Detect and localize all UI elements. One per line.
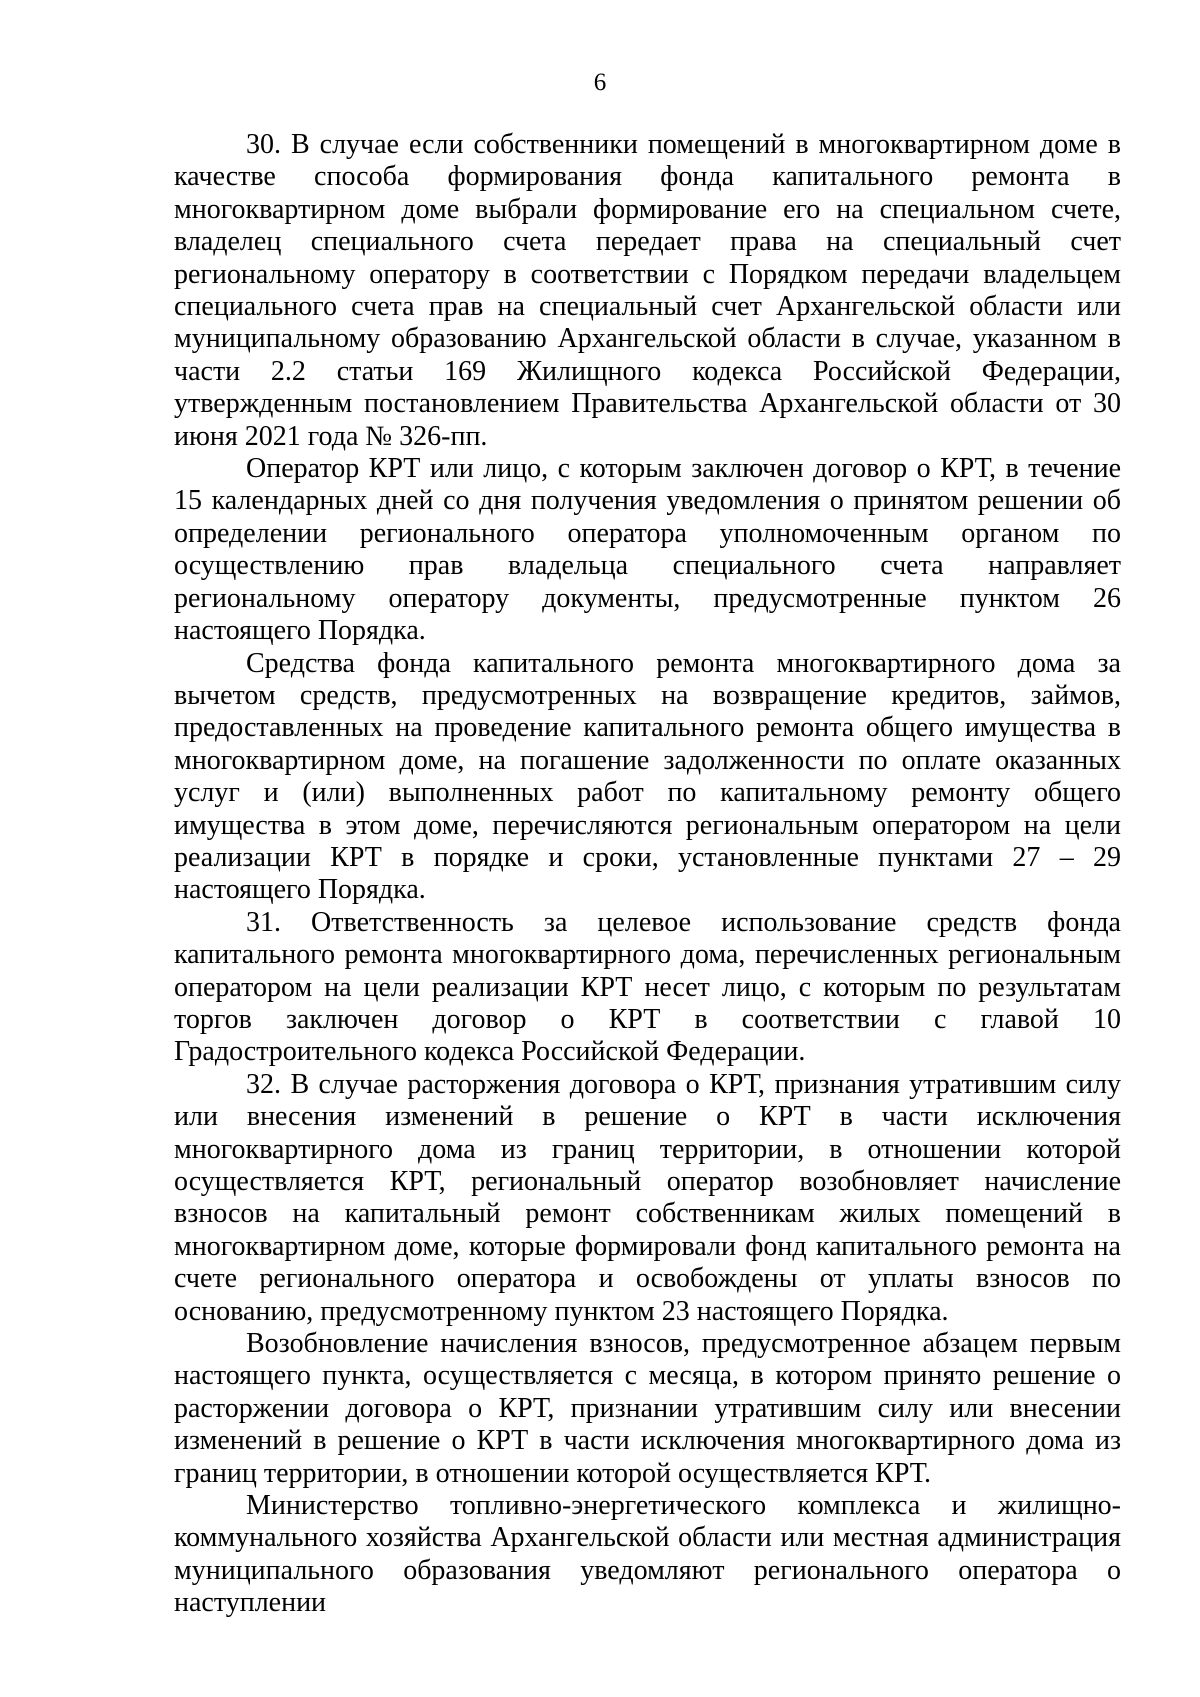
document-body [174, 129, 1121, 1620]
paragraph-32: 32. В случае расторжения договора о КРТ, признания утратившим силу или внесения изменений в решение о КРТ в части исключения многоквартирного дома из границ территории, в отношении которой осуществляется КРТ, региональный оператор возобновляет начисление взносов на капитальный ремонт собственникам жилых помещений в многоквартирном доме, которые формировали фонд капитального ремонта на счете регионального оператора и освобождены от уплаты взносов по основанию, предусмотренному пунктом 23 настоящего Порядка. [174, 1068, 1121, 1327]
paragraph-operator-documents: Оператор КРТ или лицо, с которым заключен договор о КРТ, в течение 15 календарных дней со дня получения уведомления о принятом решении об определении регионального оператора уполномоченным органом по осуществлению прав владельца специального счета направляет региональному оператору документы, предусмотренные пунктом 26 настоящего Порядка. [174, 453, 1121, 647]
paragraph-31: 31. Ответственность за целевое использование средств фонда капитального ремонта многоквартирного дома, перечисленных региональным оператором на цели реализации КРТ несет лицо, с которым по результатам торгов заключен договор о КРТ в соответствии с главой 10 Градостроительного кодекса Российской Федерации. [174, 906, 1121, 1068]
page-number: 6 [593, 69, 607, 96]
paragraph-30: 30. В случае если собственники помещений в многоквартирном доме в качестве способа формирования фонда капитального ремонта в многоквартирном доме выбрали формирование его на специальном счете, владелец специального счета передает права на специальный счет региональному оператору в соответствии с Порядком передачи владельцем специального счета прав на специальный счет Архангельской области или муниципальному образованию Архангельской области в случае, указанном в части 2.2 статьи 169 Жилищного кодекса Российской Федерации, утвержденным постановлением Правительства Архангельской области от 30 июня 2021 года № 326-пп. [174, 129, 1121, 452]
paragraph-ministry-notice: Министерство топливно-энергетического комплекса и жилищно-коммунального хозяйства Архангельской области или местная администрация муниципального образования уведомляют регионального оператора о наступлении [174, 1490, 1121, 1619]
paragraph-fund-transfer: Средства фонда капитального ремонта многоквартирного дома за вычетом средств, предусмотренных на возвращение кредитов, займов, предоставленных на проведение капитального ремонта общего имущества в многоквартирном доме, на погашение задолженности по оплате оказанных услуг и (или) выполненных работ по капитальному ремонту общего имущества в этом доме, перечисляются региональным оператором на цели реализации КРТ в порядке и сроки, установленные пунктами 27 – 29 настоящего Порядка. [174, 647, 1121, 906]
paragraph-resumption: Возобновление начисления взносов, предусмотренное абзацем первым настоящего пункта, осуществляется с месяца, в котором принято решение о расторжении договора о КРТ, признании утратившим силу или внесении изменений в решение о КРТ в части исключения многоквартирного дома из границ территории, в отношении которой осуществляется КРТ. [174, 1328, 1121, 1489]
